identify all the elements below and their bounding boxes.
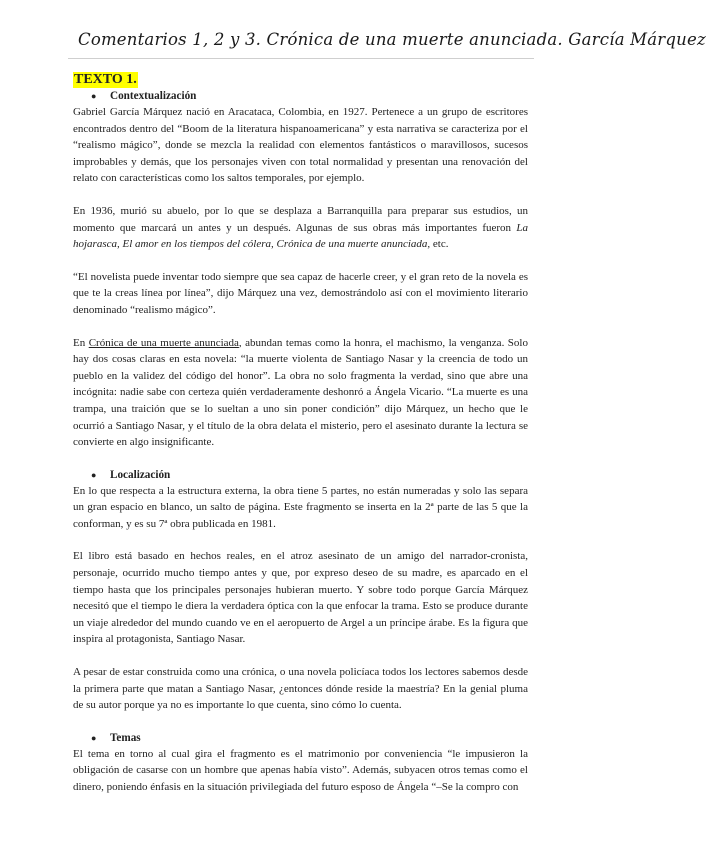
paragraph: “El novelista puede inventar todo siempre que sea capaz de hacerle creer, y el gran reto de la novela es que te la creas línea por línea”, dijo Márquez una vez, demostrándolo así con el movimiento literario denominado “realismo mágico”.: [73, 270, 528, 316]
document-title: Comentarios 1, 2 y 3. Crónica de una muerte anunciada. García Márquez: [78, 30, 706, 49]
localizacion-heading: [73, 467, 528, 483]
works-list: La hojarasca, El amor en los tiempos del cólera, Crónica de una muerte anunciada,: [73, 221, 528, 251]
contextualizacion-heading: [73, 88, 528, 104]
bullet-icon: ●: [91, 91, 97, 101]
section-title: TEXTO 1.: [74, 72, 137, 87]
heading-label: Localización: [110, 468, 171, 481]
book-title: Crónica de una muerte anunciada: [88, 336, 239, 349]
title-divider: [68, 58, 534, 59]
heading-label: Temas: [110, 731, 141, 744]
temas-heading: [73, 730, 528, 746]
bullet-icon: ●: [91, 732, 97, 743]
paragraph: Gabriel García Márquez nació en Aracataca, Colombia, en 1927. Pertenece a un grupo de escritores encontrados dentro del “Boom de la literatura hispanoamericana” y esta narrativa se caracteriza por el “realismo mágico”, donde se mezcla la realidad con elementos fantásticos o maravillosos, sucesos improbables y demás, que los personajes viven con total normalidad y presentan una renovación del relato con características como los saltos temporales, por ejemplo.: [73, 106, 528, 185]
paragraph: El libro está basado en hechos reales, en el atroz asesinato de un amigo del narrador-cronista, personaje, ocurrido mucho tiempo antes y que, por expreso deseo de su madre, es aparcado en el tiempo hasta que los principales personajes hubieran muerto. Y sobre todo porque García Márquez necesitó que el tiempo le diera la verdadera óptica con la que enfocar la trama. Esto se produce durante un viaje alrededor del mundo cuando ve en el aeropuerto de Argel a un príncipe árabe. Es la figura que inspira al protagonista, Santiago Nasar.: [73, 550, 528, 646]
document-body: [73, 70, 528, 796]
paragraph: En Crónica de una muerte anunciada, abundan temas como la honra, el machismo, la venganza. Solo hay dos cosas claras en esta novela: “la muerte violenta de Santiago Nasar y la creencia de todo un pueblo en la validez del código del honor”. La obra no solo fragmenta la verdad, sino que abre una incógnita: nadie sabe con certeza quién verdaderamente deshonró a Ángela Vicario. “La muerte es una trampa, una traición que se lo sueltan a uno sin poner condición” dijo Márquez, un hecho que le ocurrió a Santiago Nasar, y el título de la obra delata el misterio, pero el asesinato durante la lectura se convierte en algo insignificante.: [73, 336, 528, 449]
paragraph: En 1936, murió su abuelo, por lo que se desplaza a Barranquilla para preparar sus estudios, un momento que marcará un antes y un después. Algunas de sus obras más importantes fueron La hojarasca, El amor en los tiempos del cólera, Crónica de una muerte anunciada, etc.: [73, 204, 528, 251]
paragraph: En lo que respecta a la estructura externa, la obra tiene 5 partes, no están numeradas y solo las separa un gran espacio en blanco, un salto de página. Este fragmento se inserta en la 2ª parte de las 5 que la conforman, y es su 7ª obra publicada en 1981.: [73, 484, 528, 530]
heading-label: Contextualización: [110, 90, 197, 102]
paragraph: El tema en torno al cual gira el fragmento es el matrimonio por conveniencia “le impusieron la obligación de casarse con un hombre que apenas había visto”. Además, subyacen otros temas como el dinero, poniendo énfasis en la situación privilegiada del futuro esposo de Ángela “–Se la compro con: [73, 747, 528, 793]
paragraph: A pesar de estar construida como una crónica, o una novela policíaca todos los lectores sabemos desde la primera parte que matan a Santiago Nasar, ¿entonces dónde reside la maestría? En la genial pluma de su autor porque ya no es importante lo que cuenta, sino cómo lo cuenta.: [73, 666, 528, 712]
bullet-icon: ●: [91, 469, 97, 480]
